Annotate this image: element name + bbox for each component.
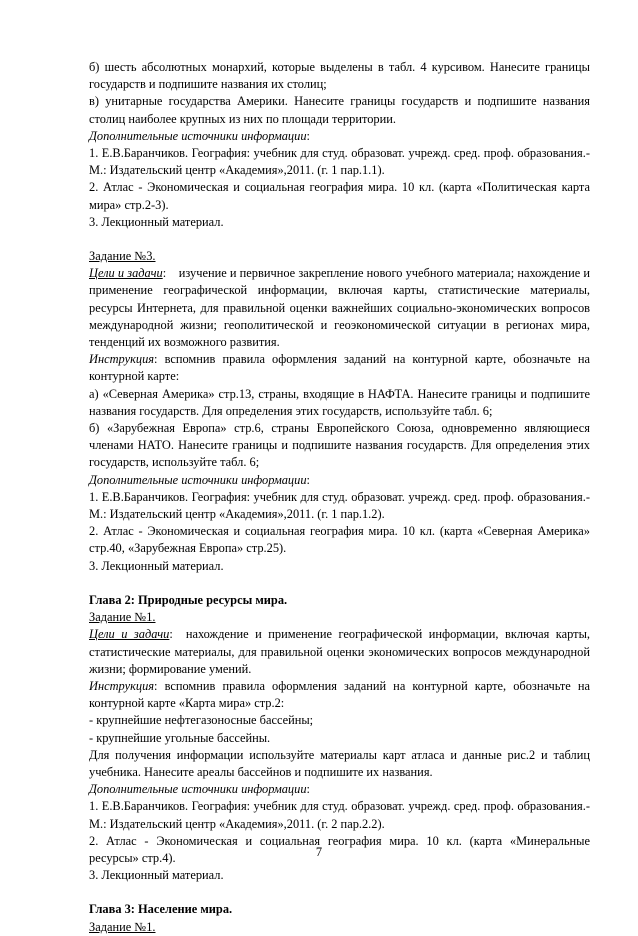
source-item: 3. Лекционный материал.	[89, 868, 224, 883]
task-item-b: б) «Зарубежная Европа» стр.6, страны Европейского Союза, одновременно являющиеся членами НАТО. Нанесите границы и подпишите названия государств. Для определения этих государств, используйте табл. 6;	[89, 421, 590, 470]
sources-label: Дополнительные источники информации	[89, 128, 307, 143]
source-item: 1. Е.В.Баранчиков. География: учебник для студ. образоват. учрежд. сред. проф. образования.- М.: Издательский центр «Академия»,2011. (г. 2 пар.2.2).	[89, 799, 590, 831]
source-item: 1. Е.В.Баранчиков. География: учебник для студ. образоват. учрежд. сред. проф. образования.- М.: Издательский центр «Академия»,2011. (г. 1 пар.1.2).	[89, 489, 590, 522]
task-title: Задание №1.	[89, 919, 156, 934]
source-item: 2. Атлас - Экономическая и социальная география мира. 10 кл. (карта «Минеральные ресурсы» стр.4).	[89, 833, 590, 865]
sources-label: Дополнительные источники информации	[89, 472, 307, 487]
instruction-label: Инструкция	[89, 678, 155, 693]
goals-label: Цели и задачи	[89, 266, 163, 281]
source-item: 2. Атлас - Экономическая и социальная география мира. 10 кл. (карта «Политическая карта мира» стр.2-3).	[89, 180, 590, 212]
paragraph-item-v: в) унитарные государства Америки. Нанесите границы государств и подпишите названия столиц наиболее крупных из них по площади территории.	[89, 94, 590, 126]
document-page	[89, 59, 590, 936]
sources-heading: Дополнительные источники информации:	[89, 472, 310, 487]
source-item: 2. Атлас - Экономическая и социальная география мира. 10 кл. (карта «Северная Америка» стр.40, «Зарубежная Европа» стр.25).	[89, 524, 590, 556]
task-item-a: а) «Северная Америка» стр.13, страны, входящие в НАФТА. Нанесите границы и подпишите названия государств. Для определения этих государств, используйте табл. 6;	[89, 386, 590, 418]
goals-text: нахождение и применение географической информации, включая карты, статистические материалы, для правильной оценки экономических вопросов международной жизни; формирование умений.	[89, 627, 590, 676]
instruction-label: Инструкция	[89, 352, 155, 367]
source-item: 1. Е.В.Баранчиков. География: учебник для студ. образоват. учрежд. сред. проф. образования.- М.: Издательский центр «Академия»,2011. (г. 1 пар.1.1).	[89, 146, 590, 178]
instruction-paragraph: Инструкция: вспомнив правила оформления заданий на контурной карте, обозначьте на контурной карте:	[89, 352, 590, 384]
sources-heading: Дополнительные источники информации:	[89, 782, 310, 797]
sources-heading: Дополнительные источники информации:	[89, 128, 310, 143]
list-item: - крупнейшие нефтегазоносные бассейны;	[89, 713, 314, 728]
sources-label: Дополнительные источники информации	[89, 782, 307, 797]
source-item: 3. Лекционный материал.	[89, 558, 224, 573]
task-title: Задание №1.	[89, 610, 156, 625]
source-item: 3. Лекционный материал.	[89, 214, 224, 229]
task-title: Задание №3.	[89, 249, 156, 264]
goals-paragraph: Цели и задачи: нахождение и применение географической информации, включая карты, статистические материалы, для правильной оценки экономических вопросов международной жизни; формирование умений.	[89, 627, 590, 676]
goals-text: изучение и первичное закрепление нового учебного материала; нахождение и применение географической информации, включая карты, статистические материалы, ресурсы Интернета, для правильной оценки важнейших социально-экономических вопросов международной жизни; геополитической и геоэкономической ситуации в регионах мира, тенденций их возможного развития.	[89, 266, 590, 350]
goals-label: Цели и задачи	[89, 627, 170, 642]
goals-paragraph: Цели и задачи: изучение и первичное закрепление нового учебного материала; нахождение и применение географической информации, включая карты, статистические материалы, ресурсы Интернета, для правильной оценки важнейших социально-экономических вопросов международной жизни; геополитической и геоэкономической ситуации в регионах мира, тенденций их возможного развития.	[89, 266, 590, 350]
instruction-text: вспомнив правила оформления заданий на контурной карте, обозначьте на контурной карте:	[89, 352, 590, 384]
instruction-paragraph: Инструкция: вспомнив правила оформления заданий на контурной карте, обозначьте на контурной карте «Карта мира» стр.2:	[89, 678, 590, 711]
page-number: 7	[315, 845, 323, 859]
info-paragraph: Для получения информации используйте материалы карт атласа и данные рис.2 и таблиц учебника. Нанесите ареалы бассейнов и подпишите их названия.	[89, 747, 590, 779]
chapter-heading: Глава 2: Природные ресурсы мира.	[89, 592, 288, 607]
list-item: - крупнейшие угольные бассейны.	[89, 730, 271, 745]
instruction-text: вспомнив правила оформления заданий на контурной карте, обозначьте на контурной карте «Карта мира» стр.2:	[89, 678, 590, 711]
chapter-heading: Глава 3: Население мира.	[89, 902, 233, 917]
paragraph-item-b: б) шесть абсолютных монархий, которые выделены в табл. 4 курсивом. Нанесите границы государств и подпишите названия их столиц;	[89, 60, 590, 92]
